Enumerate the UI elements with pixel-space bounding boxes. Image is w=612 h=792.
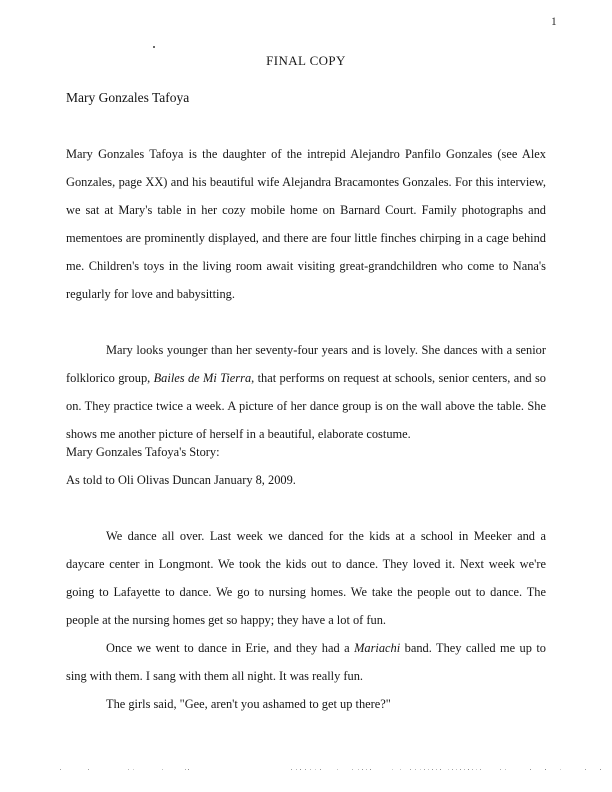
story-attribution: As told to Oli Olivas Duncan January 8, 2009.: [66, 473, 296, 487]
paragraph-intro-two: [66, 336, 546, 448]
intro-section: [66, 140, 546, 448]
paragraph-story-two: [66, 634, 546, 690]
paragraph-intro-two-part-b: , that performs on request at schools, senior centers, and so on. They practice twice a week. A picture of her dance group is on the wall above the table. She shows me another picture of herself in a beautiful, elaborate costume.: [66, 371, 546, 441]
paragraph-story-one: We dance all over. Last week we danced for the kids at a school in Meeker and a daycare center in Longmont. We took the kids out to dance. They loved it. Next week we're going to Lafayette to dance. We go to nursing homes. We take the people out to dance. The people at the nursing homes get so happy; they have a lot of fun.: [66, 529, 546, 627]
paragraph-story-three: The girls said, "Gee, aren't you ashamed to get up there?": [106, 697, 391, 711]
scan-noise-band: [0, 766, 612, 774]
story-heading: Mary Gonzales Tafoya's Story:: [66, 445, 220, 459]
dance-group-name: Bailes de Mi Tierra: [153, 371, 252, 385]
scan-speck: [153, 46, 155, 48]
paragraph-story-two-part-b: band. They called me up to sing with them. I sang with them all night. It was really fun.: [66, 641, 547, 683]
story-section: [66, 522, 546, 718]
paragraph-intro-two-part-a: Mary looks younger than her seventy-four years and is lovely. She dances with a senior folklorico group,: [66, 343, 546, 385]
final-copy-stamp: FINAL COPY: [266, 53, 346, 68]
page-number: 1: [551, 16, 557, 28]
page-title: Mary Gonzales Tafoya: [66, 90, 190, 105]
paragraph-story-two-part-a: Once we went to dance in Erie, and they had a: [106, 641, 355, 655]
mariachi-term: Mariachi: [354, 641, 401, 655]
story-header-section: [66, 438, 546, 494]
paragraph-intro-one: Mary Gonzales Tafoya is the daughter of the intrepid Alejandro Panfilo Gonzales (see Alex Gonzales, page XX) and his beautiful wife Alejandra Bracamontes Gonzales. For this interview, we sat at Mary's table in her cozy mobile home on Barnard Court. Family photographs and mementoes are prominently displayed, and there are four little finches chirping in a cage behind me. Children's toys in the living room await visiting great-grandchildren who come to Nana's regularly for love and babysitting.: [66, 147, 546, 301]
